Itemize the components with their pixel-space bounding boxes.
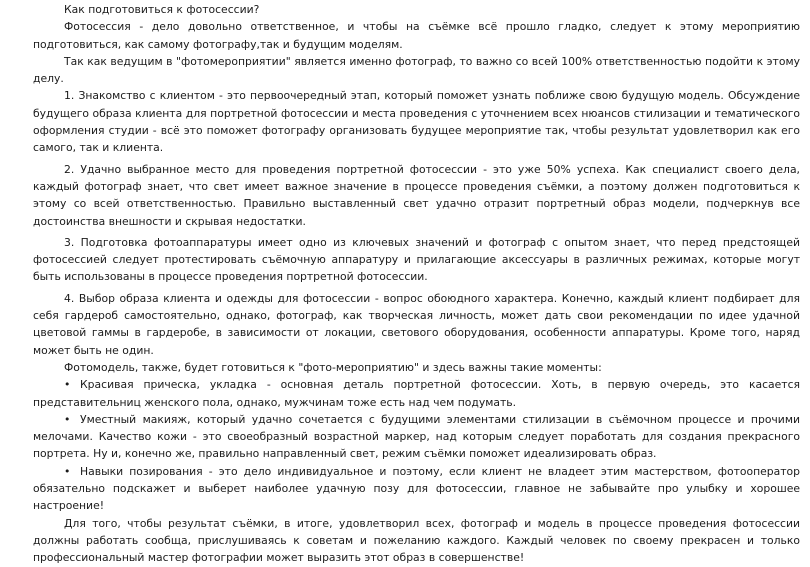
bullet-text: Красивая прическа, укладка - основная деталь портретной фотосессии. Хоть, в первую очередь, это касается представительниц женского пола, однако, мужчинам тоже есть над чем подумать. (33, 378, 800, 409)
bullet-item-hairstyle (33, 376, 800, 411)
numbered-item-1: 1. Знакомство с клиентом - это первоочередный этап, который поможет узнать поближе свою будущую модель. Обсуждение будущего образа клиента для портретной фотосессии и места проведения с уточнением всех нюансов стилизации и тематического оформления студии - всё это поможет фотографу организовать будущее мероприятие так, чтобы результат удовлетворил как его самого, так и клиента. (33, 89, 800, 155)
bullet-item-makeup (33, 411, 800, 463)
bullet-icon: • (64, 378, 71, 392)
numbered-item-4: 4. Выбор образа клиента и одежды для фотосессии - вопрос обоюдного характера. Конечно, каждый клиент подбирает для себя гардероб самостоятельно, однако, фотограф, как творческая личность, может дать свои рекомендации по идее удачной цветовой гаммы в гардеробе, в зависимости от локации, светового оборудования, особенности аппаратуры. Кроме того, наряд может быть не один. (33, 291, 800, 357)
conclusion-paragraph: Для того, чтобы результат съёмки, в итоге, удовлетворил всех, фотограф и модель в процессе проведения фотосессии должны работать сообща, прислушиваясь к советам и пожеланию каждого. Каждый человек по своему прекрасен и только профессиональный мастер фотографии может выразить этот образ в совершенстве! (33, 516, 800, 565)
numbered-item-3: 3. Подготовка фотоаппаратуры имеет одно из ключевых значений и фотограф с опытом знает, что перед предстоящей фотосессией следует протестировать съёмочную аппаратуру и прилагающие аксессуары в различных режимах, которые могут быть использованы в процессе проведения портретной фотосессии. (33, 235, 800, 284)
document-title: Как подготовиться к фотосессии? (64, 3, 260, 16)
numbered-item-2: 2. Удачно выбранное место для проведения портретной фотосессии - это уже 50% успеха. Как специалист своего дела, каждый фотограф знает, что свет имеет важное значение в процессе проведения съёмки, а поэтому должен подготовиться к этому со всей ответственностью. Правильно выставленный свет удачно отразит портретный образ модели, подчеркнув все достоинства внешности и скрывая недостатки. (33, 162, 800, 228)
bullet-icon: • (64, 412, 71, 426)
bullet-text: Навыки позирования - это дело индивидуальное и поэтому, если клиент не владеет этим мастерством, фотооператор обязательно подскажет и выберет наиболее удачную позу для фотосессии, главное не забывайте про улыбку и хорошее настроение! (33, 464, 800, 513)
bullet-icon: • (64, 464, 71, 478)
bullet-text: Уместный макияж, который удачно сочетается с будущими элементами стилизации в съёмочном процессе и прочими мелочами. Качество кожи - это своеобразный возрастной маркер, над которым следует поработать для создания прекрасного портрета. Ну и, конечно же, правильно направленный свет, режим съёмки поможет идеализировать образ. (33, 412, 800, 461)
model-intro-paragraph: Фотомодель, также, будет готовиться к "фото-мероприятию" и здесь важны такие моменты: (64, 360, 602, 374)
intro-paragraph: Так как ведущим в "фотомероприятии" является именно фотограф, то важно со всей 100% ответственностью подойти к этому делу. (33, 54, 800, 86)
intro-paragraph: Фотосессия - дело довольно ответственное, и чтобы на съёмке всё прошло гладко, следует к этому мероприятию подготовиться, как самому фотографу,так и будущим моделям. (33, 20, 800, 51)
